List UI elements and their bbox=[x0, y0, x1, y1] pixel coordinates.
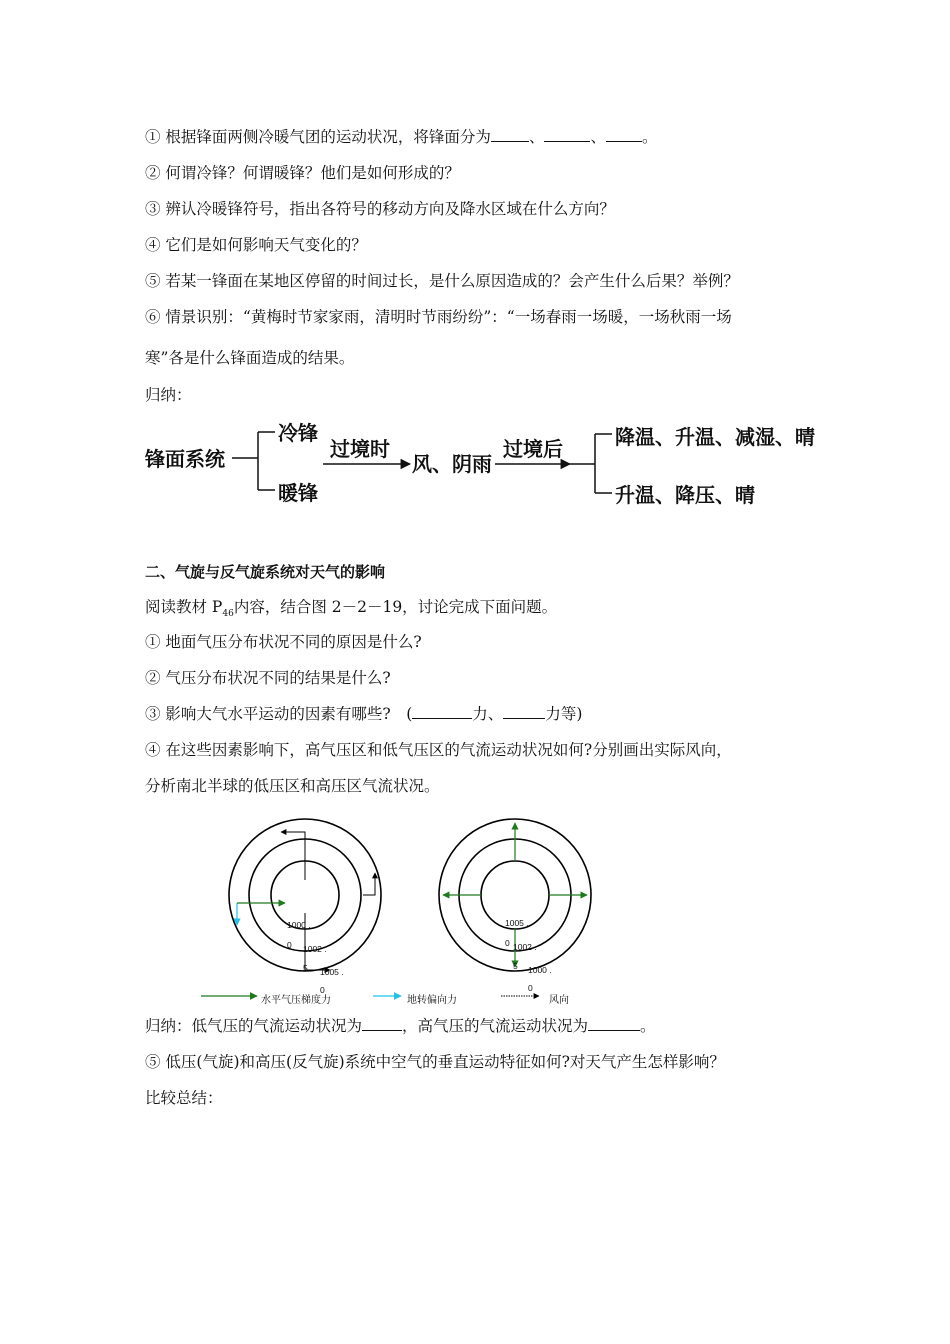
question-2: ② 何谓冷锋？何谓暖锋？他们是如何形成的？ bbox=[145, 164, 460, 182]
flow-warm-front: 暖锋 bbox=[278, 481, 318, 505]
svg-text:1002 .: 1002 . bbox=[513, 942, 537, 952]
reading-instruction: 阅读教材 $P_{46}$内容，结合图 2－2－19，讨论完成下面问题。 bbox=[145, 598, 558, 620]
flow-during-weather: 风、阴雨 bbox=[412, 452, 492, 476]
discussion-q5: ⑤ 低压(气旋)和高压(反气旋)系统中空气的垂直运动特征如何?对天气产生怎样影响？ bbox=[145, 1053, 725, 1071]
svg-text:0: 0 bbox=[287, 940, 292, 950]
svg-text:1000 .: 1000 . bbox=[528, 965, 552, 975]
discussion-q4-line-1: ④ 在这些因素影响下，高气压区和低气压区的气流运动状况如何?分别画出实际风向， bbox=[145, 741, 732, 759]
answer-blank-1[interactable] bbox=[491, 127, 529, 142]
question-1-text: ① 根据锋面两侧冷暖气团的运动状况，将锋面分为 bbox=[145, 128, 491, 146]
flow-after-label: 过境后 bbox=[503, 437, 563, 461]
svg-text:0: 0 bbox=[528, 983, 533, 993]
pressure-system-diagram bbox=[195, 815, 615, 1015]
question-4: ④ 它们是如何影响天气变化的？ bbox=[145, 236, 367, 254]
answer-blank-high[interactable] bbox=[588, 1016, 640, 1031]
flow-after-cold: 降温、升温、减湿、晴 bbox=[615, 425, 815, 449]
discussion-q2: ② 气压分布状况不同的结果是什么? bbox=[145, 669, 391, 687]
wind-arrow bbox=[363, 873, 375, 895]
diagram-legend bbox=[201, 993, 569, 1006]
svg-text:1005 .: 1005 . bbox=[505, 918, 529, 928]
answer-blank-force-1[interactable] bbox=[412, 704, 472, 719]
legend-wind-label: 风向 bbox=[549, 995, 569, 1006]
answer-blank-3[interactable] bbox=[606, 127, 642, 142]
question-3: ③ 辨认冷暖锋符号，指出各符号的移动方向及降水区域在什么方向？ bbox=[145, 200, 615, 218]
flow-cold-front: 冷锋 bbox=[278, 421, 318, 445]
front-system-flowchart bbox=[140, 418, 840, 518]
question-6-line-2: 寒”各是什么锋面造成的结果。 bbox=[145, 349, 355, 367]
answer-blank-2[interactable] bbox=[544, 127, 590, 142]
flow-root-label: 锋面系统 bbox=[145, 447, 225, 471]
compare-summary-label: 比较总结： bbox=[145, 1089, 223, 1107]
svg-text:5: 5 bbox=[303, 963, 308, 973]
high-pressure-system bbox=[439, 819, 591, 993]
svg-text:1002 .: 1002 . bbox=[303, 944, 327, 954]
question-6-line-1: ⑥ 情景识别：“黄梅时节家家雨，清明时节雨纷纷”：“一场春雨一场暖，一场秋雨一场 bbox=[145, 308, 732, 326]
svg-text:1005 .: 1005 . bbox=[320, 967, 344, 977]
discussion-q4-line-2: 分析南北半球的低压区和高压区气流状况。 bbox=[145, 777, 440, 795]
summary-2: 归纳：低气压的气流运动状况为 ，高气压的气流运动状况为 。 bbox=[145, 1017, 656, 1035]
answer-blank-low[interactable] bbox=[362, 1016, 402, 1031]
svg-text:0: 0 bbox=[320, 985, 325, 995]
flow-after-warm: 升温、降压、晴 bbox=[615, 483, 755, 507]
question-1: ① 根据锋面两侧冷暖气团的运动状况，将锋面分为 、 、 。 bbox=[145, 128, 658, 146]
discussion-q3: ③ 影响大气水平运动的因素有哪些? ( 力、 力等) bbox=[145, 705, 583, 723]
summary-label: 归纳： bbox=[145, 386, 192, 404]
low-pressure-system bbox=[229, 819, 381, 995]
svg-text:5: 5 bbox=[513, 961, 518, 971]
legend-coriolis-label: 地转偏向力 bbox=[407, 995, 457, 1006]
svg-text:0: 0 bbox=[505, 938, 510, 948]
section-2-title: 二、气旋与反气旋系统对天气的影响 bbox=[145, 563, 386, 581]
question-5: ⑤ 若某一锋面在某地区停留的时间过长，是什么原因造成的？会产生什么后果？举例？ bbox=[145, 272, 739, 290]
legend-pressure-label: 水平气压梯度力 bbox=[261, 995, 331, 1006]
svg-text:1000 .: 1000 . bbox=[287, 920, 311, 930]
flow-passing-label: 过境时 bbox=[330, 437, 390, 461]
discussion-q1: ① 地面气压分布状况不同的原因是什么? bbox=[145, 633, 422, 651]
answer-blank-force-2[interactable] bbox=[503, 704, 545, 719]
